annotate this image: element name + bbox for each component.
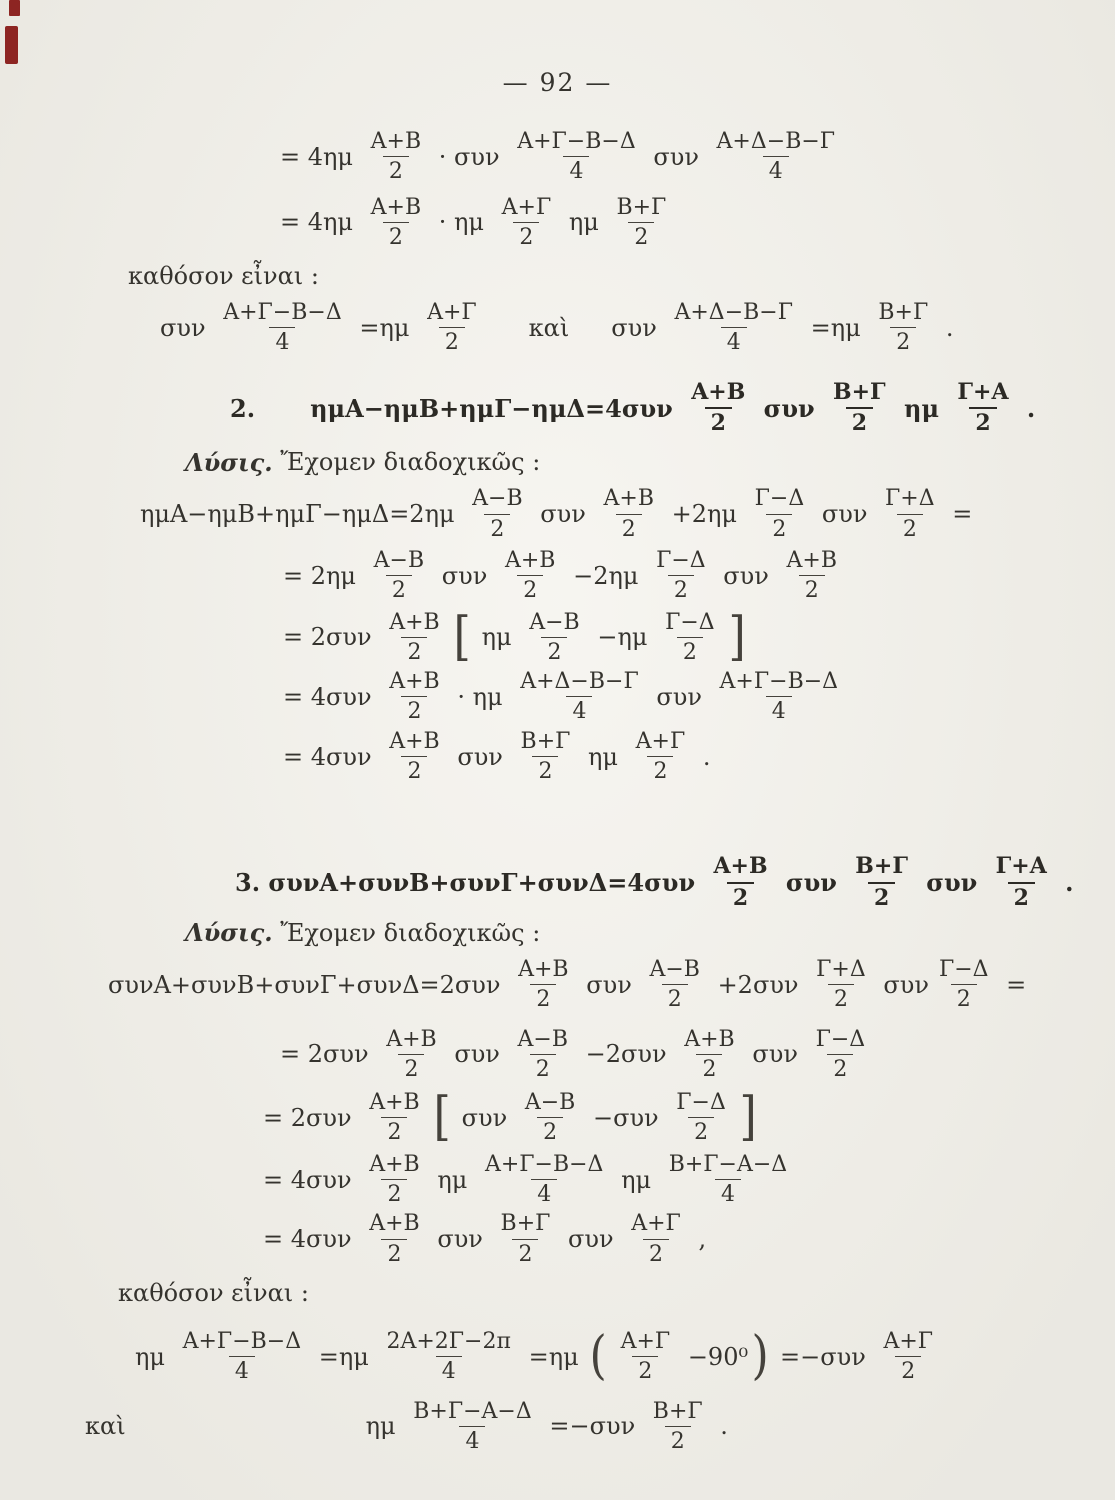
fraction-numerator: A+B <box>518 956 569 982</box>
fraction-denominator: 2 <box>632 1356 658 1384</box>
fraction-denominator: 2 <box>766 514 792 542</box>
fraction-denominator: 2 <box>439 327 465 355</box>
math-text: = 4συν <box>283 742 380 771</box>
fraction <box>383 610 446 666</box>
fraction-numerator: B+Γ <box>855 853 908 880</box>
math-text: = <box>998 970 1027 999</box>
math-text: = <box>944 500 973 529</box>
fraction-denominator: 2 <box>383 222 409 250</box>
fraction <box>749 486 811 542</box>
fraction-numerator: B+Γ <box>652 1398 703 1424</box>
fraction <box>659 610 721 666</box>
equation-line-eq-3d <box>263 1152 1115 1208</box>
fraction <box>625 1211 687 1267</box>
equation-line-eq-2b <box>283 548 1115 604</box>
fraction-numerator: A+B <box>370 129 422 154</box>
fraction-denominator: 2 <box>969 407 996 436</box>
fraction-numerator: A+B <box>370 194 422 220</box>
fraction <box>496 195 558 251</box>
solution-2-label <box>185 446 1115 478</box>
fraction-denominator: 2 <box>401 696 427 724</box>
math-text: = 2ημ <box>283 561 364 590</box>
fraction <box>650 548 712 604</box>
fraction <box>499 548 562 604</box>
math-text: = 2συν <box>263 1103 360 1132</box>
fraction <box>177 1329 308 1385</box>
math-text: συν <box>777 868 846 898</box>
math-text: ημ <box>135 1342 173 1371</box>
fraction-denominator: 2 <box>530 984 556 1012</box>
fraction <box>515 729 577 785</box>
since-text-1 <box>128 260 1115 292</box>
fraction-numerator: A−B <box>517 1026 569 1052</box>
fraction-numerator: A+Γ−B−Δ <box>182 1328 302 1354</box>
math-text: ημ <box>613 1165 659 1194</box>
equation-line-eq-3e <box>263 1211 1115 1267</box>
math-text: −2συν <box>578 1040 675 1069</box>
fraction-numerator: Γ−Δ <box>665 609 715 635</box>
math-text: −ημ <box>589 623 656 652</box>
fraction-numerator: B+Γ−A−Δ <box>668 1151 788 1177</box>
binding-mark <box>9 0 20 16</box>
fraction-denominator: 4 <box>436 1356 462 1384</box>
math-text: +2ημ <box>664 500 745 529</box>
fraction <box>380 1329 516 1385</box>
equation-line-eq-4b <box>85 1399 1115 1455</box>
math-text: Λύσις. <box>185 918 273 948</box>
math-text: . <box>1018 393 1036 423</box>
fraction <box>714 669 845 725</box>
fraction <box>363 1211 426 1267</box>
fraction-denominator: 2 <box>897 514 923 542</box>
math-text: συν <box>744 1040 806 1069</box>
fraction-numerator: A+Γ−B−Δ <box>223 300 342 326</box>
fraction <box>711 129 842 185</box>
problem-3-statement <box>235 854 1115 911</box>
math-text: ημ <box>429 1165 475 1194</box>
fraction <box>877 1329 939 1385</box>
fraction <box>511 129 642 185</box>
fraction-denominator: 2 <box>484 514 510 542</box>
fraction <box>933 957 995 1013</box>
fraction <box>514 669 645 725</box>
math-text: συνA+συνB+συνΓ+συνΔ=2συν <box>108 970 509 999</box>
fraction-numerator: A+B <box>389 609 440 635</box>
fraction-denominator: 2 <box>386 575 412 603</box>
fraction-numerator: A+Γ <box>427 300 477 326</box>
equation-line-eq-3a <box>108 957 1115 1013</box>
math-text: καθόσον εἶναι : <box>118 1278 309 1307</box>
math-text: =ημ <box>803 313 869 342</box>
math-text: 2. <box>230 393 256 423</box>
math-text: Ἔχομεν διαδοχικῶς : <box>272 918 541 947</box>
fraction-denominator: 2 <box>398 1054 424 1082</box>
math-text: =−συν <box>772 1342 874 1371</box>
fraction <box>512 957 575 1013</box>
fraction-numerator: Γ−Δ <box>656 547 706 573</box>
fraction-numerator: B+Γ <box>878 300 929 326</box>
fraction-numerator: A−B <box>472 486 523 512</box>
math-text: = 4συν <box>283 682 380 711</box>
fraction-denominator: 2 <box>512 1239 538 1267</box>
fraction <box>380 1027 443 1083</box>
fraction <box>630 729 692 785</box>
equation-line-eq-2d <box>283 669 1115 725</box>
fraction <box>663 1152 794 1208</box>
fraction-numerator: A−B <box>529 609 580 635</box>
fraction-numerator: Γ−Δ <box>754 486 805 512</box>
fraction <box>512 1027 575 1083</box>
fraction-numerator: A+Δ−B−Γ <box>674 300 793 326</box>
fraction-denominator: 4 <box>459 1426 485 1454</box>
fraction <box>643 957 706 1013</box>
fraction <box>217 300 348 356</box>
fraction <box>647 1399 709 1455</box>
fraction <box>810 1027 872 1083</box>
fraction-denominator: 4 <box>563 156 589 184</box>
fraction-numerator: Γ+Δ <box>816 956 866 982</box>
fraction-denominator: 2 <box>688 1117 714 1145</box>
equation-line-eq-1a <box>280 129 1115 185</box>
fraction-denominator: 2 <box>643 1239 669 1267</box>
fraction-denominator: 2 <box>895 1356 921 1384</box>
fraction-numerator: A+Γ−B−Δ <box>517 129 636 154</box>
math-text: = 4συν <box>263 1165 360 1194</box>
math-text: · ημ <box>449 682 511 711</box>
fraction-denominator: 2 <box>628 222 654 250</box>
fraction <box>990 854 1053 911</box>
fraction <box>363 1090 426 1146</box>
fraction <box>365 129 428 185</box>
fraction-denominator: 2 <box>517 575 543 603</box>
fraction-numerator: A+B <box>369 1151 420 1177</box>
math-text: συν <box>611 313 665 342</box>
math-text: συν <box>875 970 929 999</box>
fraction-numerator: A+Δ−B−Γ <box>520 669 639 695</box>
problem-2-statement <box>230 380 1115 437</box>
fraction-denominator: 2 <box>677 637 703 665</box>
fraction-numerator: A+Γ <box>501 194 552 220</box>
math-text: συν <box>532 500 594 529</box>
equation-line-eq-2c <box>283 606 1115 667</box>
fraction-numerator: A+B <box>369 1090 420 1116</box>
fraction <box>668 300 799 356</box>
math-text: Ἔχομεν διαδοχικῶς : <box>272 448 541 477</box>
fraction-denominator: 2 <box>665 1426 691 1454</box>
big-paren: ( <box>589 1326 608 1386</box>
fraction-numerator: B+Γ <box>500 1211 551 1237</box>
fraction-numerator: A+Γ <box>883 1328 934 1354</box>
fraction <box>879 486 941 542</box>
fraction-denominator: 2 <box>401 637 427 665</box>
fraction-denominator: 2 <box>868 882 895 911</box>
fraction-numerator: A+B <box>389 669 440 695</box>
math-text: ημA−ημB+ημΓ−ημΔ=2ημ <box>140 500 463 529</box>
solution-3-label <box>185 917 1115 949</box>
fraction <box>368 548 431 604</box>
fraction-denominator: 2 <box>846 407 873 436</box>
math-text: συν <box>446 1040 508 1069</box>
math-text: = 2συν <box>283 623 380 652</box>
fraction <box>407 1399 538 1455</box>
fraction-denominator: 2 <box>647 756 673 784</box>
math-text: ημ <box>580 742 626 771</box>
math-text: συν <box>160 313 214 342</box>
math-text: καὶ <box>528 313 570 342</box>
math-text: συν <box>578 970 640 999</box>
fraction-denominator: 2 <box>828 984 854 1012</box>
fraction-denominator: 4 <box>566 696 592 724</box>
math-text: =−συν <box>541 1412 643 1441</box>
fraction <box>810 957 872 1013</box>
equation-line-eq-2e <box>283 729 1115 785</box>
fraction-denominator: 2 <box>616 514 642 542</box>
fraction-numerator: A+Γ−B−Δ <box>719 669 839 695</box>
fraction-numerator: A+B <box>691 378 746 405</box>
math-text: συν <box>814 500 876 529</box>
math-text: +2συν <box>709 970 807 999</box>
math-text: καθόσον εἶναι : <box>128 262 319 291</box>
math-text: συν <box>429 1225 491 1254</box>
fraction-numerator: B+Γ <box>520 728 571 754</box>
fraction <box>678 1027 741 1083</box>
fraction-denominator: 2 <box>381 1239 407 1267</box>
fraction-denominator: 2 <box>727 882 754 911</box>
fraction-denominator: 4 <box>229 1356 255 1384</box>
fraction <box>849 854 914 911</box>
math-text: = 4ημ <box>280 208 361 237</box>
math-text: συν <box>917 868 986 898</box>
math-text: συν <box>648 682 710 711</box>
fraction-numerator: A+Γ <box>631 1211 681 1237</box>
fraction-denominator: 2 <box>827 1054 853 1082</box>
fraction-numerator: Γ−Δ <box>815 1026 866 1052</box>
fraction-numerator: A+Γ−B−Δ <box>484 1151 604 1177</box>
math-text: συν <box>454 1103 515 1132</box>
fraction <box>365 195 428 251</box>
fraction-numerator: A−B <box>524 1090 576 1116</box>
fraction-denominator: 2 <box>799 575 825 603</box>
fraction-numerator: Γ−Δ <box>938 956 989 982</box>
fraction-denominator: 2 <box>383 156 409 184</box>
fraction-numerator: A−B <box>649 956 700 982</box>
fraction <box>670 1090 732 1146</box>
fraction-numerator: A+B <box>386 1026 437 1052</box>
math-text: συν <box>434 561 495 590</box>
math-text: συν <box>645 142 707 171</box>
equation-line-eq-1c <box>160 300 1115 356</box>
since-text-2 <box>118 1277 1115 1309</box>
fraction <box>421 300 483 356</box>
fraction-numerator: A+Γ <box>635 728 686 754</box>
fraction-numerator: Γ+Δ <box>885 486 935 512</box>
fraction-denominator: 2 <box>401 756 427 784</box>
math-text: = 4ημ <box>280 142 361 171</box>
fraction <box>951 380 1014 437</box>
math-text: = 4συν <box>263 1225 360 1254</box>
binding-mark <box>5 26 18 64</box>
math-text: συν <box>755 393 824 423</box>
fraction-denominator: 2 <box>381 1179 407 1207</box>
fraction-denominator: 2 <box>951 984 977 1012</box>
fraction-denominator: 2 <box>381 1117 407 1145</box>
math-text: =ημ <box>311 1342 377 1371</box>
math-text: ημ <box>895 393 948 423</box>
math-text: −2ημ <box>565 561 647 590</box>
fraction <box>598 486 661 542</box>
math-text: ημA−ημB+ημΓ−ημΔ=4συν <box>310 393 682 423</box>
equation-line-eq-4a <box>135 1326 1115 1386</box>
math-text: . <box>712 1412 728 1441</box>
fraction <box>707 854 773 911</box>
math-text: . <box>938 313 954 342</box>
fraction-numerator: Γ−Δ <box>676 1090 726 1116</box>
fraction-numerator: B+Γ <box>833 378 886 405</box>
page-number: — 92 — <box>502 68 613 97</box>
fraction-denominator: 2 <box>705 407 732 436</box>
big-bracket: ] <box>728 606 746 667</box>
math-text: , <box>690 1225 707 1254</box>
fraction-denominator: 2 <box>537 1117 563 1145</box>
fraction-numerator: A+B <box>389 728 440 754</box>
fraction <box>781 548 844 604</box>
fraction-numerator: A+B <box>684 1026 735 1052</box>
fraction-denominator: 4 <box>763 156 789 184</box>
fraction-denominator: 2 <box>890 327 916 355</box>
math-text: ημ <box>474 623 520 652</box>
math-text: συν <box>560 1225 622 1254</box>
fraction-denominator: 2 <box>532 756 558 784</box>
fraction-denominator: 2 <box>696 1054 722 1082</box>
fraction-denominator: 2 <box>541 637 567 665</box>
fraction-denominator: 2 <box>530 1054 556 1082</box>
fraction <box>519 1090 582 1146</box>
math-text: Λύσις. <box>185 447 273 477</box>
fraction-denominator: 4 <box>269 327 295 355</box>
fraction-numerator: Γ+A <box>957 378 1009 405</box>
math-text: ημ <box>561 208 607 237</box>
fraction-denominator: 4 <box>721 327 747 355</box>
fraction <box>827 380 892 437</box>
fraction-denominator: 4 <box>766 696 792 724</box>
math-text: · ημ <box>431 208 492 237</box>
fraction-numerator: A+B <box>504 547 556 573</box>
fraction-numerator: A+Γ <box>620 1328 671 1354</box>
fraction <box>610 195 672 251</box>
math-text: . <box>695 742 711 771</box>
big-bracket: [ <box>433 1087 451 1148</box>
fraction <box>363 1152 426 1208</box>
equation-line-eq-3c <box>263 1087 1115 1148</box>
fraction <box>495 1211 557 1267</box>
equation-line-eq-2a <box>140 486 1115 542</box>
math-text: ημ <box>365 1412 404 1441</box>
fraction-numerator: A+B <box>786 547 837 573</box>
math-text: · συν <box>431 142 508 171</box>
big-paren: ) <box>751 1326 769 1386</box>
fraction-numerator: A−B <box>373 547 425 573</box>
math-text: . <box>1056 868 1074 898</box>
equation-line-eq-1b <box>280 195 1115 251</box>
fraction-numerator: A+B <box>603 486 654 512</box>
fraction-denominator: 2 <box>662 984 688 1012</box>
fraction-denominator: 4 <box>715 1179 741 1207</box>
math-text: −συν <box>585 1103 667 1132</box>
math-text: =ημ <box>520 1342 587 1371</box>
fraction-numerator: A+Δ−B−Γ <box>716 129 836 154</box>
math-text: συν <box>715 561 777 590</box>
math-text: −90⁰ <box>680 1342 749 1371</box>
big-bracket: [ <box>453 606 471 667</box>
fraction <box>523 610 586 666</box>
fraction-numerator: B+Γ <box>616 194 667 220</box>
fraction-denominator: 2 <box>513 222 539 250</box>
fraction-numerator: A+B <box>369 1211 420 1237</box>
fraction-denominator: 2 <box>668 575 694 603</box>
math-text: καὶ <box>85 1412 126 1441</box>
fraction <box>383 729 446 785</box>
fraction <box>479 1152 610 1208</box>
fraction <box>466 486 529 542</box>
equation-line-eq-3b <box>280 1027 1115 1083</box>
math-text: 3. συνA+συνB+συνΓ+συνΔ=4συν <box>235 868 704 898</box>
fraction <box>872 300 934 356</box>
fraction-denominator: 4 <box>531 1179 557 1207</box>
fraction-denominator: 2 <box>1008 882 1035 911</box>
fraction-numerator: 2A+2Γ−2π <box>386 1328 511 1354</box>
math-text: =ημ <box>351 313 418 342</box>
fraction-numerator: A+B <box>713 853 768 880</box>
fraction-numerator: B+Γ−A−Δ <box>413 1398 532 1424</box>
math-text: = 2συν <box>280 1040 377 1069</box>
fraction <box>383 669 446 725</box>
fraction-numerator: Γ+A <box>995 853 1047 880</box>
math-text: συν <box>449 742 511 771</box>
big-bracket: ] <box>739 1087 757 1148</box>
fraction <box>685 380 751 437</box>
fraction <box>615 1329 677 1385</box>
